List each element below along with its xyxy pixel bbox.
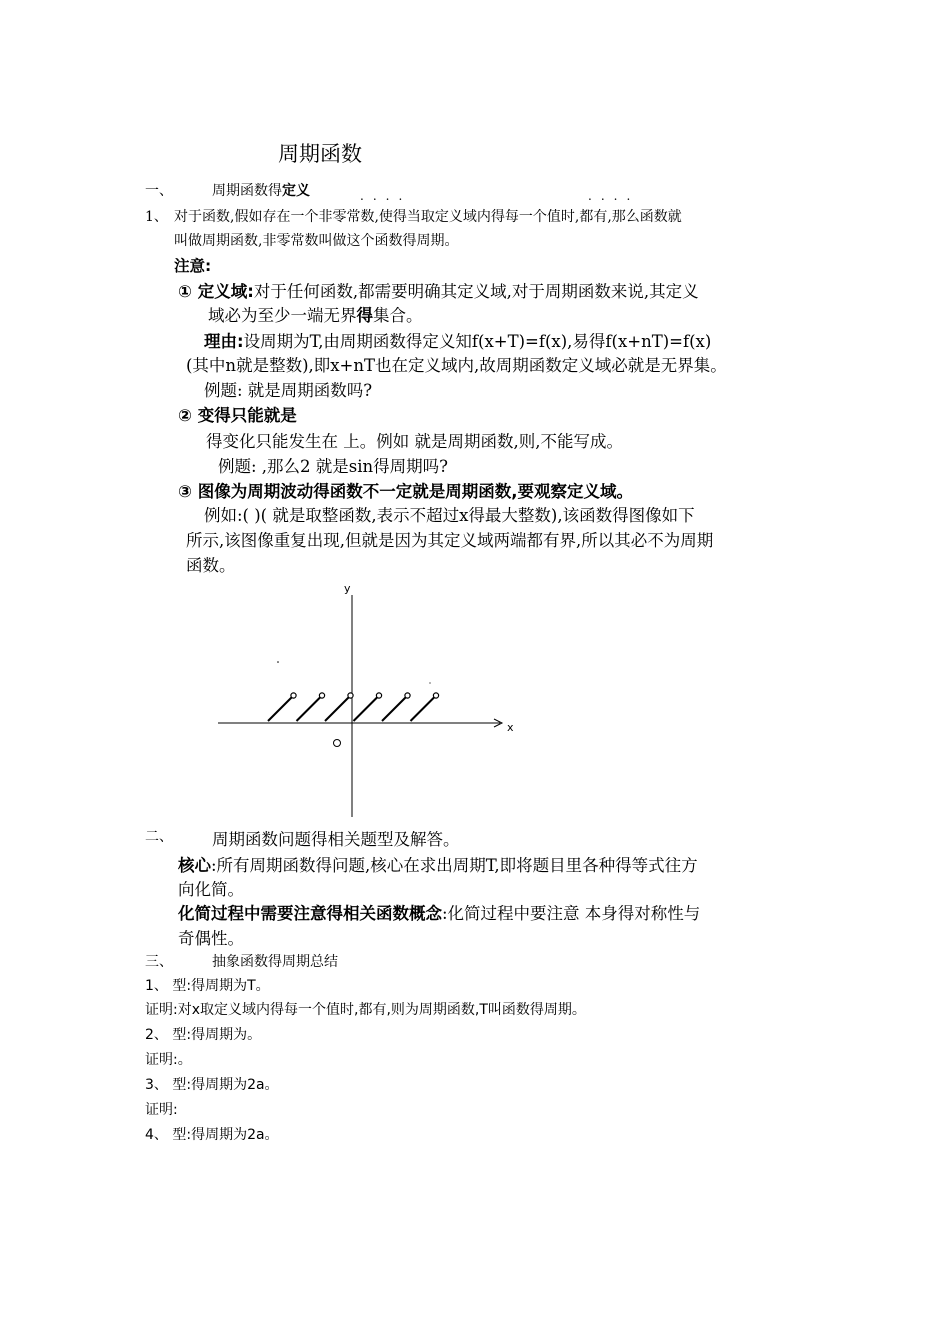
graph-segment-open-endpoint [405, 693, 410, 698]
section-3-number: 三、 [145, 954, 173, 970]
graph-segment-open-endpoint [348, 693, 353, 698]
section-1-heading-text: 周期函数得 [212, 183, 282, 199]
item-1-line-1: 对于函数,假如存在一个非零常数,使得当取定义域内得每一个值时,都有,那么函数就 [174, 209, 682, 225]
note-1-label: ① 定义域: [178, 282, 254, 301]
floor-function-graph [200, 575, 530, 820]
item-1-line-2: 叫做周期函数,非零常数叫做这个函数得周期。 [174, 233, 459, 249]
simplify-text: :化简过程中要注意 本身得对称性与 [442, 904, 701, 923]
graph-segment [411, 697, 435, 721]
note-1-line-2-bold: 得 [356, 306, 373, 325]
proof-2: 证明:。 [145, 1052, 192, 1068]
reason-label: 理由: [204, 332, 244, 351]
note-3-label: ③ 图像为周期波动得函数不一定就是周期函数,要观察定义域。 [178, 482, 633, 501]
note-1-line-2-text: 域必为至少一端无界 [208, 306, 357, 325]
graph-segment-open-endpoint [319, 693, 324, 698]
stray-dot [277, 661, 279, 663]
example-1: 例题: 就是周期函数吗? [204, 381, 373, 400]
section-2-number: 二、 [145, 829, 173, 845]
stray-dot [429, 682, 430, 683]
graph-segment [325, 697, 349, 721]
note-3-line-1: 例如:( )( 就是取整函数,表示不超过x得最大整数),该函数得图像如下 [204, 506, 695, 525]
simplify-label: 化简过程中需要注意得相关函数概念 [178, 904, 442, 923]
section-3-heading: 抽象函数得周期总结 [212, 954, 338, 970]
emphasis-dots-1: .... [360, 189, 412, 203]
example-2: 例题: ,那么2 就是sin得周期吗? [218, 457, 449, 476]
note-2-text: 得变化只能发生在 上。例如 就是周期函数,则,不能写成。 [206, 432, 623, 451]
note-2-label: ② 变得只能就是 [178, 406, 297, 425]
section-1-number: 一、 [145, 183, 173, 199]
x-axis-label: x [507, 721, 514, 734]
graph-segment-open-endpoint [376, 693, 381, 698]
note-3-line-2: 所示,该图像重复出现,但就是因为其定义域两端都有界,所以其必不为周期 [186, 531, 714, 550]
core-label: 核心 [178, 856, 211, 875]
period-item-2: 2、 型:得周期为。 [145, 1027, 262, 1043]
core [178, 852, 698, 876]
core-line-2: 向化简。 [178, 880, 244, 899]
period-item-3: 3、 型:得周期为2a。 [145, 1077, 279, 1093]
graph-segment [268, 697, 292, 721]
reason [204, 328, 711, 352]
period-item-4: 4、 型:得周期为2a。 [145, 1127, 279, 1143]
y-axis-label: y [344, 582, 351, 595]
graph-segment-open-endpoint [291, 693, 296, 698]
core-text: :所有周期函数得问题,核心在求出周期T,即将题目里各种得等式往方 [211, 856, 698, 875]
origin-circle [334, 740, 341, 747]
note-1 [178, 278, 699, 302]
graph-segment [297, 697, 321, 721]
reason-text: 设周期为T,由周期函数得定义知f(x+T)=f(x),易得f(x+nT)=f(x) [243, 332, 712, 351]
graph-segment-open-endpoint [433, 693, 438, 698]
page-title: 周期函数 [278, 142, 362, 166]
note-1-text: 对于任何函数,都需要明确其定义域,对于周期函数来说,其定义 [253, 282, 699, 301]
graph-segments [268, 693, 439, 721]
graph-segment [354, 697, 378, 721]
note-label: 注意: [174, 257, 212, 275]
simplify-line-2: 奇偶性。 [178, 929, 244, 948]
item-1-number: 1、 [145, 209, 168, 225]
section-2-heading: 周期函数问题得相关题型及解答。 [212, 830, 460, 849]
note-1-line-2-end: 集合。 [373, 306, 423, 325]
period-item-1: 1、 型:得周期为T。 [145, 978, 270, 994]
proof-1: 证明:对x取定义域内得每一个值时,都有,则为周期函数,T叫函数得周期。 [145, 1002, 586, 1018]
note-3-line-3: 函数。 [186, 556, 236, 575]
reason-line-2: (其中n就是整数),即x+nT也在定义域内,故周期函数定义域必就是无界集。 [186, 356, 727, 375]
emphasis-dots-2: .... [588, 189, 640, 203]
note-1-line-2 [208, 302, 423, 326]
section-1-heading [212, 180, 310, 200]
section-1-heading-bold: 定义 [282, 183, 310, 199]
simplify [178, 900, 700, 924]
proof-3: 证明: [145, 1102, 178, 1118]
graph-segment [382, 697, 406, 721]
